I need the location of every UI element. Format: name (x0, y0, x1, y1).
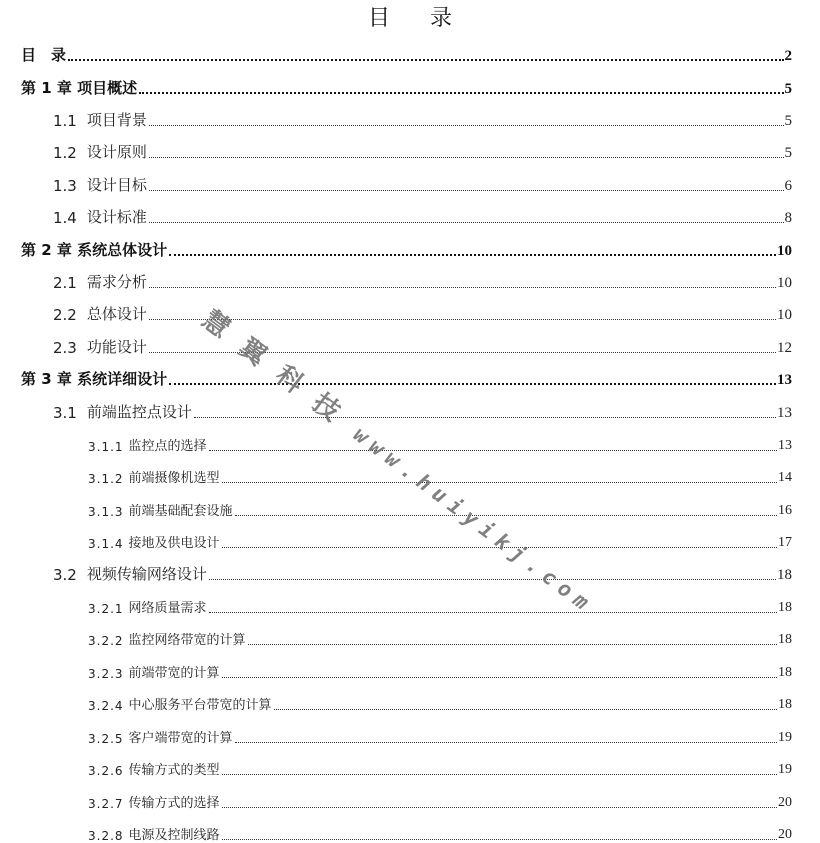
toc-entry-page: 13 (777, 405, 792, 421)
dot-leader (222, 677, 777, 678)
toc-entry-label: 功能设计 (86, 338, 147, 356)
dot-leader (222, 774, 777, 775)
toc-entry-label: 客户端带宽的计算 (128, 731, 233, 746)
toc-entry-number: 3.2 (53, 566, 77, 584)
dot-leader (194, 417, 776, 418)
toc-entry-page: 20 (778, 827, 792, 842)
dot-leader (68, 59, 783, 61)
toc-entry-page: 18 (778, 665, 792, 680)
toc-entry-label: 系统详细设计 (77, 370, 168, 388)
watermark-company: 慧翼科技 (196, 304, 362, 440)
page-title (0, 4, 820, 34)
toc-entry-page: 16 (778, 503, 792, 518)
toc-entry-3-1-3[interactable] (88, 497, 792, 519)
toc-entry-number: 3.1.1 (88, 440, 124, 454)
toc-entry-label: 前端基础配套设施 (128, 504, 233, 519)
dot-leader (235, 515, 777, 516)
toc-entry-label: 设计原则 (86, 143, 147, 161)
dot-leader (149, 352, 776, 353)
toc-entry-number: 2.3 (53, 339, 77, 357)
toc-entry-number: 第 1 章 (21, 79, 72, 97)
toc-entry-number: 目 录 (21, 46, 67, 64)
toc-entry-label: 总体设计 (86, 305, 147, 323)
dot-leader (149, 190, 784, 191)
toc-entry-3-1-4[interactable] (88, 529, 792, 551)
toc-entry-page: 13 (777, 372, 792, 388)
toc-entry-2-2[interactable] (53, 302, 792, 324)
toc-entry-3-2[interactable] (53, 562, 792, 584)
toc-entry-chapter-1[interactable] (21, 76, 792, 98)
toc-entry-number: 3.2.2 (88, 634, 124, 648)
toc-entry-number: 3.1.2 (88, 472, 124, 486)
toc-entry-page: 19 (778, 762, 792, 777)
page-title-part2: 录 (430, 6, 453, 31)
toc-entry-page: 18 (777, 567, 792, 583)
dot-leader (222, 807, 777, 808)
watermark-url: www.huiyikj.com (348, 422, 599, 619)
toc-entry-number: 3.2.7 (88, 797, 124, 811)
toc-entry-3-2-4[interactable] (88, 691, 792, 713)
toc-entry-label: 前端摄像机选型 (128, 471, 220, 486)
toc-entry-3-2-5[interactable] (88, 724, 792, 746)
dot-leader (222, 839, 777, 840)
toc-entry-3-2-1[interactable] (88, 594, 792, 616)
toc-entry-label: 前端带宽的计算 (128, 666, 220, 681)
toc-entry-3-2-8[interactable] (88, 821, 792, 843)
dot-leader (149, 157, 784, 158)
toc-entry-page: 14 (778, 470, 792, 485)
toc-entry-number: 3.2.6 (88, 764, 124, 778)
toc-entry-label: 系统总体设计 (77, 241, 168, 259)
toc-entry-page: 12 (777, 340, 792, 356)
toc-entry-label: 监控网络带宽的计算 (128, 633, 246, 648)
dot-leader (149, 222, 784, 223)
toc-entry-page: 5 (784, 145, 792, 161)
toc-entry-label: 传输方式的选择 (128, 796, 220, 811)
toc-entry-label: 设计标准 (86, 208, 147, 226)
toc-entry-3-2-7[interactable] (88, 789, 792, 811)
toc-entry-1-3[interactable] (53, 173, 792, 195)
toc-entry-page: 19 (778, 730, 792, 745)
toc-entry-number: 1.1 (53, 112, 77, 130)
toc-entry-page: 10 (777, 275, 792, 291)
toc-entry-label: 项目概述 (77, 79, 138, 97)
toc-entry-page: 2 (784, 48, 792, 64)
toc-entry-label: 接地及供电设计 (128, 536, 220, 551)
toc-entry-label: 视频传输网络设计 (86, 565, 207, 583)
dot-leader (209, 579, 776, 580)
toc-entry-label: 前端监控点设计 (86, 403, 192, 421)
toc-entry-label: 传输方式的类型 (128, 763, 220, 778)
toc-entry-page: 10 (777, 243, 792, 259)
toc-entry-1-4[interactable] (53, 205, 792, 227)
dot-leader (235, 742, 777, 743)
page-title-part1: 目 (367, 6, 390, 31)
dot-leader (169, 383, 776, 385)
toc-entry-label: 设计目标 (86, 176, 147, 194)
dot-leader (149, 125, 784, 126)
toc-entry-label: 监控点的选择 (128, 439, 207, 454)
dot-leader (222, 482, 777, 483)
toc-entry-label: 需求分析 (86, 273, 147, 291)
dot-leader (139, 92, 783, 94)
toc-entry-number: 3.2.4 (88, 699, 124, 713)
toc-entry-chapter-3[interactable] (21, 367, 792, 389)
toc-entry-number: 3.2.8 (88, 829, 124, 843)
toc-entry-page: 8 (784, 210, 792, 226)
toc-entry-label: 网络质量需求 (128, 601, 207, 616)
toc-entry-number: 3.2.3 (88, 667, 124, 681)
toc-entry-label: 项目背景 (86, 111, 147, 129)
toc-entry-chapter-2[interactable] (21, 238, 792, 260)
toc-entry-number: 2.2 (53, 306, 77, 324)
toc-entry-3-2-6[interactable] (88, 756, 792, 778)
toc-entry-page: 10 (777, 307, 792, 323)
dot-leader (222, 547, 777, 548)
toc-entry-page: 5 (784, 113, 792, 129)
toc-entry-number: 第 3 章 (21, 370, 72, 388)
toc-entry-label: 中心服务平台带宽的计算 (128, 698, 272, 713)
toc-entry-2-3[interactable] (53, 335, 792, 357)
dot-leader (248, 644, 777, 645)
toc-entry-number: 第 2 章 (21, 241, 72, 259)
dot-leader (209, 612, 777, 613)
dot-leader (209, 450, 777, 451)
toc-entry-label: 电源及控制线路 (128, 828, 220, 843)
toc-entry-page: 20 (778, 795, 792, 810)
toc-entry-1-2[interactable] (53, 140, 792, 162)
toc-entry-page: 18 (778, 600, 792, 615)
toc-entry-number: 1.3 (53, 177, 77, 195)
toc-entry-number: 1.4 (53, 209, 77, 227)
toc-entry-3-1-1[interactable] (88, 432, 792, 454)
toc-entry-page: 5 (784, 81, 792, 97)
toc-entry-3-2-3[interactable] (88, 659, 792, 681)
dot-leader (169, 254, 776, 256)
toc-entry-page: 6 (784, 178, 792, 194)
toc-entry-number: 3.1.3 (88, 505, 124, 519)
toc-entry-number: 2.1 (53, 274, 77, 292)
toc-entry-contents[interactable] (21, 43, 792, 65)
dot-leader (274, 709, 777, 710)
toc-entry-page: 13 (778, 438, 792, 453)
toc-entry-page: 18 (778, 632, 792, 647)
toc-entry-1-1[interactable] (53, 108, 792, 130)
toc-entry-page: 17 (778, 535, 792, 550)
toc-entry-number: 3.2.5 (88, 732, 124, 746)
toc-entry-3-2-2[interactable] (88, 626, 792, 648)
toc-entry-number: 3.1.4 (88, 537, 124, 551)
toc-entry-page: 18 (778, 697, 792, 712)
toc-entry-number: 1.2 (53, 144, 77, 162)
dot-leader (149, 319, 776, 320)
dot-leader (149, 287, 776, 288)
toc-entry-2-1[interactable] (53, 270, 792, 292)
toc-entry-number: 3.2.1 (88, 602, 124, 616)
toc-entry-3-1[interactable] (53, 400, 792, 422)
toc-entry-3-1-2[interactable] (88, 464, 792, 486)
toc-entry-number: 3.1 (53, 404, 77, 422)
